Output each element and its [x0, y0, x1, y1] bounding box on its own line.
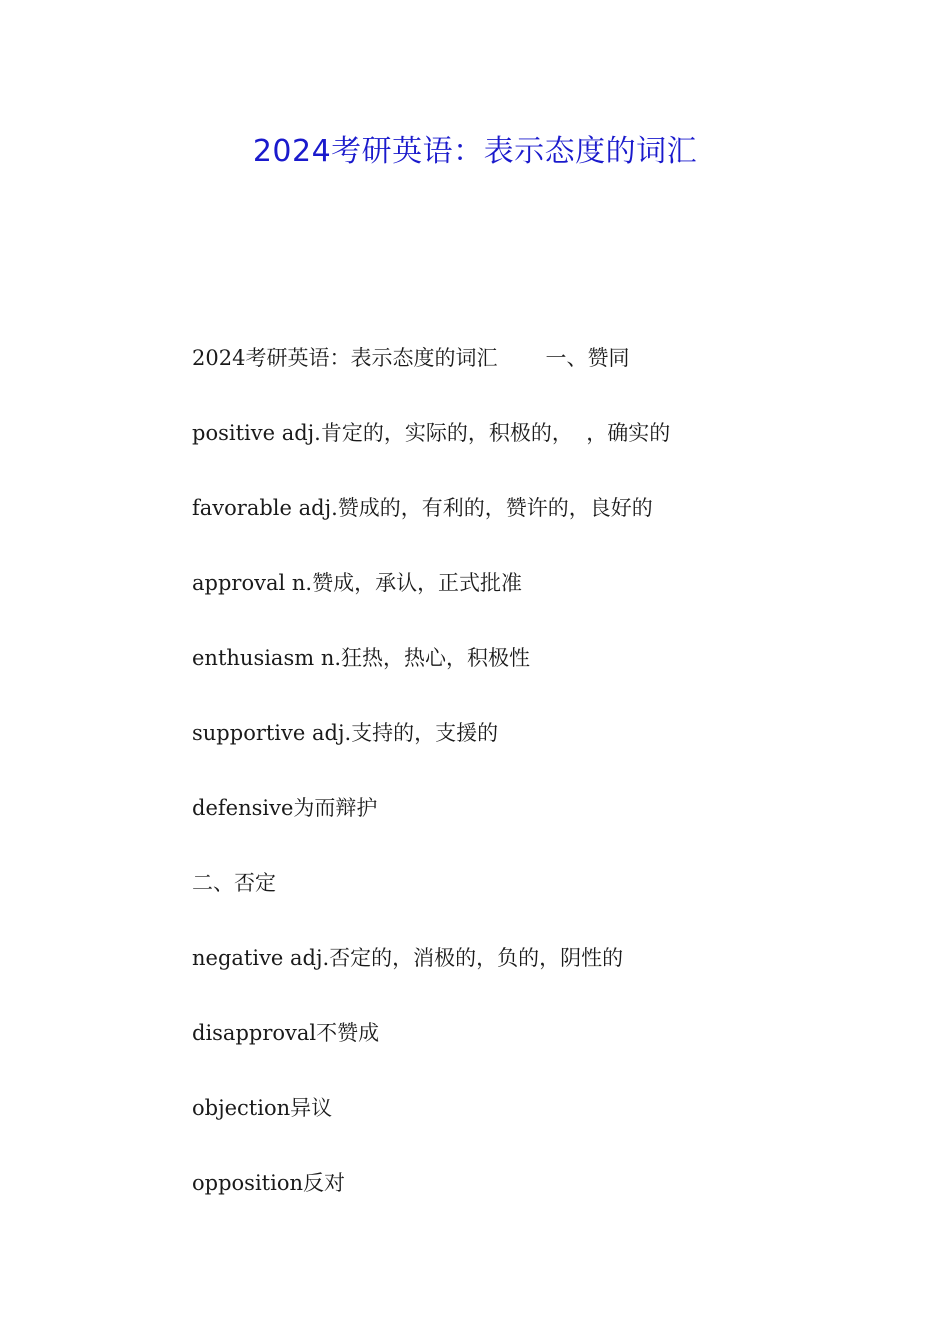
vocab-line-disapproval: disapproval不赞成: [192, 1021, 380, 1045]
vocab-line-opposition: opposition反对: [192, 1171, 345, 1195]
vocab-line-approval: approval n.赞成，承认，正式批准: [192, 571, 523, 595]
vocab-line-favorable: favorable adj.赞成的，有利的，赞许的，良好的: [192, 496, 653, 520]
vocab-line-positive: positive adj.肯定的，实际的，积极的， ，确实的: [192, 421, 671, 445]
vocab-line-defensive: defensive为而辩护: [192, 796, 378, 820]
section-heading-approval: 一、赞同: [545, 346, 630, 370]
document-body: [192, 336, 792, 1236]
document-title: 2024考研英语：表示态度的词汇: [252, 134, 698, 169]
vocab-line-enthusiasm: enthusiasm n.狂热，热心，积极性: [192, 646, 531, 670]
vocab-line-objection: objection异议: [192, 1096, 333, 1120]
intro-text: 2024考研英语：表示态度的词汇: [192, 346, 498, 370]
vocab-line-supportive: supportive adj.支持的，支援的: [192, 721, 499, 745]
vocab-line-negative: negative adj.否定的，消极的，负的，阴性的: [192, 946, 624, 970]
section-heading-negation: 二、否定: [192, 871, 276, 895]
intro-line: [192, 336, 792, 411]
